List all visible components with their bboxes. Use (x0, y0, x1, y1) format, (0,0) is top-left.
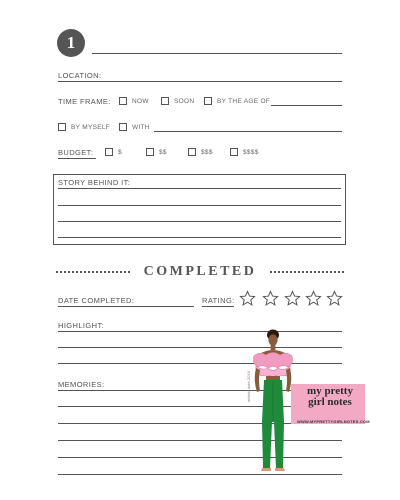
highlight-line-2[interactable] (58, 347, 342, 348)
brand-line-2: girl notes (308, 396, 352, 408)
memories-line-4[interactable] (58, 440, 342, 441)
budget-underline (58, 158, 96, 159)
completed-dots-right (270, 271, 344, 273)
brand-url: WWW.MYPRETTYGIRLNOTES.COM (297, 419, 370, 424)
rating-underline (202, 306, 234, 307)
budget-1-label: $ (118, 149, 122, 156)
entry-number: 1 (66, 33, 76, 52)
story-line-2[interactable] (58, 205, 341, 206)
date-completed-line[interactable] (58, 306, 194, 307)
by-myself-checkbox[interactable] (58, 123, 66, 131)
time-frame-soon-label: SOON (174, 98, 195, 105)
time-frame-now-checkbox[interactable] (119, 97, 127, 105)
rating-star-icon-1[interactable] (239, 290, 256, 307)
rating-star-icon-5[interactable] (326, 290, 343, 307)
memories-line-5[interactable] (58, 457, 342, 458)
with-line[interactable] (154, 131, 342, 132)
title-line[interactable] (92, 53, 342, 54)
highlight-line-1[interactable] (58, 331, 342, 332)
rating-star-icon-3[interactable] (284, 290, 301, 307)
story-line-1[interactable] (58, 188, 341, 189)
time-frame-age-checkbox[interactable] (204, 97, 212, 105)
artist-signature: artistic-date-2018 (246, 371, 251, 402)
time-frame-now-label: NOW (132, 98, 149, 105)
memories-label: MEMORIES: (58, 380, 105, 389)
brand-line-1: my pretty (307, 385, 353, 397)
rating-label: RATING: (202, 296, 235, 305)
location-label: LOCATION: (58, 71, 102, 80)
date-completed-label: DATE COMPLETED: (58, 296, 135, 305)
budget-3-checkbox[interactable] (188, 148, 196, 156)
memories-line-6[interactable] (58, 474, 342, 475)
highlight-label: HIGHLIGHT: (58, 321, 105, 330)
time-frame-soon-checkbox[interactable] (161, 97, 169, 105)
rating-star-icon-2[interactable] (262, 290, 279, 307)
budget-label: BUDGET: (58, 148, 94, 157)
budget-3-label: $$$ (201, 149, 213, 156)
story-line-3[interactable] (58, 221, 341, 222)
time-frame-label: TIME FRAME: (58, 97, 111, 106)
entry-number-badge (57, 29, 85, 57)
budget-4-label: $$$$ (243, 149, 259, 156)
time-frame-age-line[interactable] (271, 105, 342, 106)
story-label: STORY BEHIND IT: (58, 178, 131, 187)
with-label: WITH (132, 124, 150, 131)
rating-star-icon-4[interactable] (305, 290, 322, 307)
budget-4-checkbox[interactable] (230, 148, 238, 156)
highlight-line-3[interactable] (58, 363, 342, 364)
with-checkbox[interactable] (119, 123, 127, 131)
brand-logo-text (298, 386, 362, 408)
budget-1-checkbox[interactable] (105, 148, 113, 156)
budget-2-label: $$ (159, 149, 167, 156)
location-line[interactable] (58, 81, 342, 82)
completed-dots-left (56, 271, 130, 273)
by-myself-label: BY MYSELF (71, 124, 111, 131)
story-line-4[interactable] (58, 237, 341, 238)
completed-title: COMPLETED (143, 264, 257, 279)
time-frame-age-label: BY THE AGE OF (217, 98, 271, 105)
budget-2-checkbox[interactable] (146, 148, 154, 156)
